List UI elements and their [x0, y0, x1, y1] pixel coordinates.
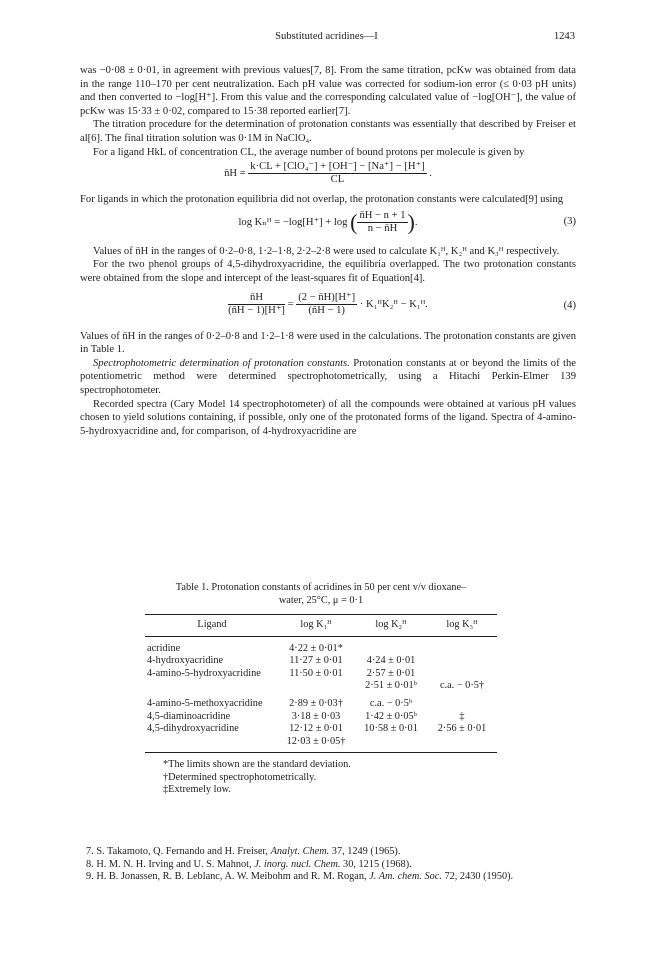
paragraph: For ligands in which the protonation equilibria did not overlap, the protonation constants were calculated[9] using [80, 194, 564, 206]
paren-close: ) [407, 209, 415, 235]
equation-end: . [429, 168, 432, 180]
paragraph [80, 357, 576, 398]
table-row [145, 698, 497, 710]
table-cell [427, 736, 497, 748]
equation-4 [80, 286, 576, 324]
equation-3: log Kₙᴴ = −log[H⁺] + log ( $\frac{n̄H - n + 1}{n - n̄H}$ ). (3) [238, 209, 576, 235]
paragraph-text: Protonation constants at or beyond the limits of the potentiometric method were determined spectrophotometrically, using a Hitachi Perkin-Elmer 139 spectrophotometer. [80, 357, 576, 396]
table-cell [145, 736, 277, 748]
table-rule [145, 752, 497, 753]
reference-details: 30, 1215 (1968). [340, 858, 412, 870]
fraction-denominator: CL [330, 174, 345, 186]
column-header: log K₃ᴴ [427, 615, 497, 637]
reference-number: 7. [86, 846, 94, 857]
paragraph: The titration procedure for the determination of protonation constants was essentially that described by Freiser et al[6]. The final titration solution was 0·1M in NaClO₄. [80, 119, 576, 144]
table-cell [427, 668, 497, 680]
table-cell: 11·27 ± 0·01 [289, 655, 343, 667]
table-cell: 4-hydroxyacridine [147, 655, 224, 667]
table-row [145, 711, 497, 723]
equation-tail: · K₁ᴴK₂ᴴ − K₁ᴴ. [359, 298, 428, 310]
equation-nbar [80, 159, 576, 189]
table-row [145, 680, 497, 692]
table-cell [277, 680, 355, 692]
table-cell: 10·58 ± 0·01 [364, 723, 418, 735]
fraction-numerator: (2 − n̄H)[H⁺] [298, 291, 356, 303]
table-cell: 4-amino-5-hydroxyacridine [147, 667, 261, 679]
fraction-denominator: (n̄H − 1)[H⁺] [228, 304, 285, 316]
reference-item [80, 846, 576, 859]
table-footnotes [145, 759, 497, 797]
column-header: log K₁ᴴ [277, 615, 355, 637]
section-heading: Spectrophotometric determination of protonation constants. [93, 357, 350, 369]
table-cell: 4,5-dihydroxyacridine [147, 723, 239, 735]
table-cell: c.a. − 0·5ᵇ [369, 698, 413, 710]
reference-number: 8. [86, 858, 94, 870]
caption-line: water, 25°C, μ = 0·1 [278, 594, 364, 606]
table-cell [427, 643, 497, 655]
reference-details: 37, 1249 (1965). [329, 846, 401, 857]
reference-journal: J. inorg. nucl. Chem. [254, 858, 341, 870]
page-number: 1243 [553, 31, 575, 42]
equation-fraction-right [296, 292, 357, 317]
table-cell: c.a. − 0·5† [439, 680, 485, 691]
fraction-denominator: (n̄H − 1) [308, 304, 345, 316]
reference-authors: S. Takamoto, Q. Fernando and H. Freiser, [96, 846, 271, 857]
reference-journal: J. Am. chem. Soc. [369, 871, 442, 883]
table-cell: 4-amino-5-methoxyacridine [147, 698, 263, 710]
table-cell: ‡ [459, 710, 465, 722]
paragraph: For the two phenol groups of 4,5-dihydroxyacridine, the equilibria overlapped. The two protonation constants were obtained from the slope and intercept of the least-squares fit of Equation[4]. [80, 259, 576, 284]
footnote: ‡Extremely low. [163, 784, 231, 796]
reference-details: 72, 2430 (1950). [441, 871, 514, 883]
table-cell [427, 698, 497, 710]
table-cell: 4·22 ± 0·01* [289, 642, 343, 654]
table-cell: 11·50 ± 0·01 [289, 667, 343, 679]
equation-fraction [248, 161, 426, 186]
table-caption [145, 582, 497, 607]
table-cell: 12·12 ± 0·01 [289, 723, 343, 735]
table-cell: 1·42 ± 0·05ᵇ [365, 710, 417, 722]
table-row [145, 736, 497, 748]
equation-number: (3) [563, 215, 576, 227]
table-cell: 3·18 ± 0·03 [291, 710, 341, 722]
table-cell: 4·24 ± 0·01 [366, 655, 416, 667]
article-body [80, 64, 576, 438]
fraction-numerator: k·CL + [ClO₄⁻] + [OH⁻] − [Na⁺] − [H⁺] [250, 161, 425, 173]
fraction-numerator: n̄H [228, 292, 285, 305]
table-cell: 2·51 ± 0·01ᵇ [365, 680, 417, 691]
table-row [145, 723, 497, 735]
table-cell: 2·56 ± 0·01 [437, 723, 487, 735]
equals-sign: = [287, 298, 294, 310]
equation-number: (4) [563, 299, 576, 311]
equation-lhs: n̄H = [224, 168, 246, 180]
equation-lhs: log Kₙᴴ = −log[H⁺] + log [238, 216, 348, 228]
reference-authors: H. B. Jonassen, R. B. Leblanc, A. W. Meibohm and R. M. Rogan, [96, 871, 370, 883]
reference-journal: Analyt. Chem. [270, 846, 330, 857]
paragraph: was −0·08 ± 0·01, in agreement with previous values[7, 8]. From the same titration, pcKw was obtained from data in the range 110–170 per cent neutralization. Each pH value was corrected for sodium-ion error (≤ 0·03 pH units) and then converted to −log[H⁺]. From this value and the corresponding calculated value of −log[OH⁻], the value of pcKw was 15·33 ± 0·02, compared to 15·38 reported earlier[7]. [80, 65, 576, 117]
column-header: log K₂ᴴ [355, 615, 427, 637]
reference-item [80, 871, 576, 884]
references [80, 846, 576, 884]
table-cell [145, 680, 277, 692]
fraction-denominator: n − n̄H [367, 222, 398, 234]
table-cell [427, 655, 497, 667]
table-header-row [145, 615, 497, 637]
table-cell: 4,5-diaminoacridine [147, 710, 231, 722]
reference-item [80, 859, 576, 872]
table-row [145, 643, 497, 655]
caption-line: Table 1. Protonation constants of acridines in 50 per cent v/v dioxane– [175, 582, 467, 593]
reference-authors: H. M. N. H. Irving and U. S. Mahnot, [96, 858, 255, 870]
table-cell [355, 643, 427, 655]
table-cell: 2·89 ± 0·03† [289, 698, 343, 710]
table-row [145, 668, 497, 680]
paragraph: Values of n̄H in the ranges of 0·2–0·8 and 1·2–1·8 were used in the calculations. The protonation constants are given in Table 1. [80, 330, 576, 356]
footnote: *The limits shown are the standard deviation. [163, 759, 351, 771]
fraction-numerator: n̄H − n + 1 [359, 209, 406, 221]
table-cell [355, 736, 427, 748]
paren-open: ( [350, 209, 358, 235]
paragraph: Recorded spectra (Cary Model 14 spectrophotometer) of all the compounds were obtained at various pH values chosen to yield solutions containing, if possible, only one of the protonated forms of the ligand. Spectra of 4-amino-5-hydroxyacridine and, for comparison, of 4-hydroxyacridine are [80, 398, 576, 437]
equation-fraction-left [228, 292, 285, 317]
table-cell: 12·03 ± 0·05† [286, 735, 346, 747]
table-cell: acridine [147, 642, 181, 654]
table-cell: 2·57 ± 0·01 [366, 667, 416, 679]
table-1 [145, 582, 497, 797]
paragraph: For a ligand HkL of concentration CL, the average number of bound protons per molecule is given by [93, 146, 525, 158]
paragraph: Values of n̄H in the ranges of 0·2–0·8, 1·2–1·8, 2·2–2·8 were used to calculate K₁ᴴ, K₂ᴴ and K₃ᴴ respectively. [93, 245, 560, 257]
protonation-table [145, 614, 497, 748]
running-title: Substituted acridines—I [275, 31, 378, 42]
equation-fraction [357, 210, 407, 235]
reference-number: 9. [86, 871, 94, 883]
column-header: Ligand [145, 615, 277, 637]
footnote: †Determined spectrophotometrically. [163, 771, 317, 783]
table-row [145, 655, 497, 667]
